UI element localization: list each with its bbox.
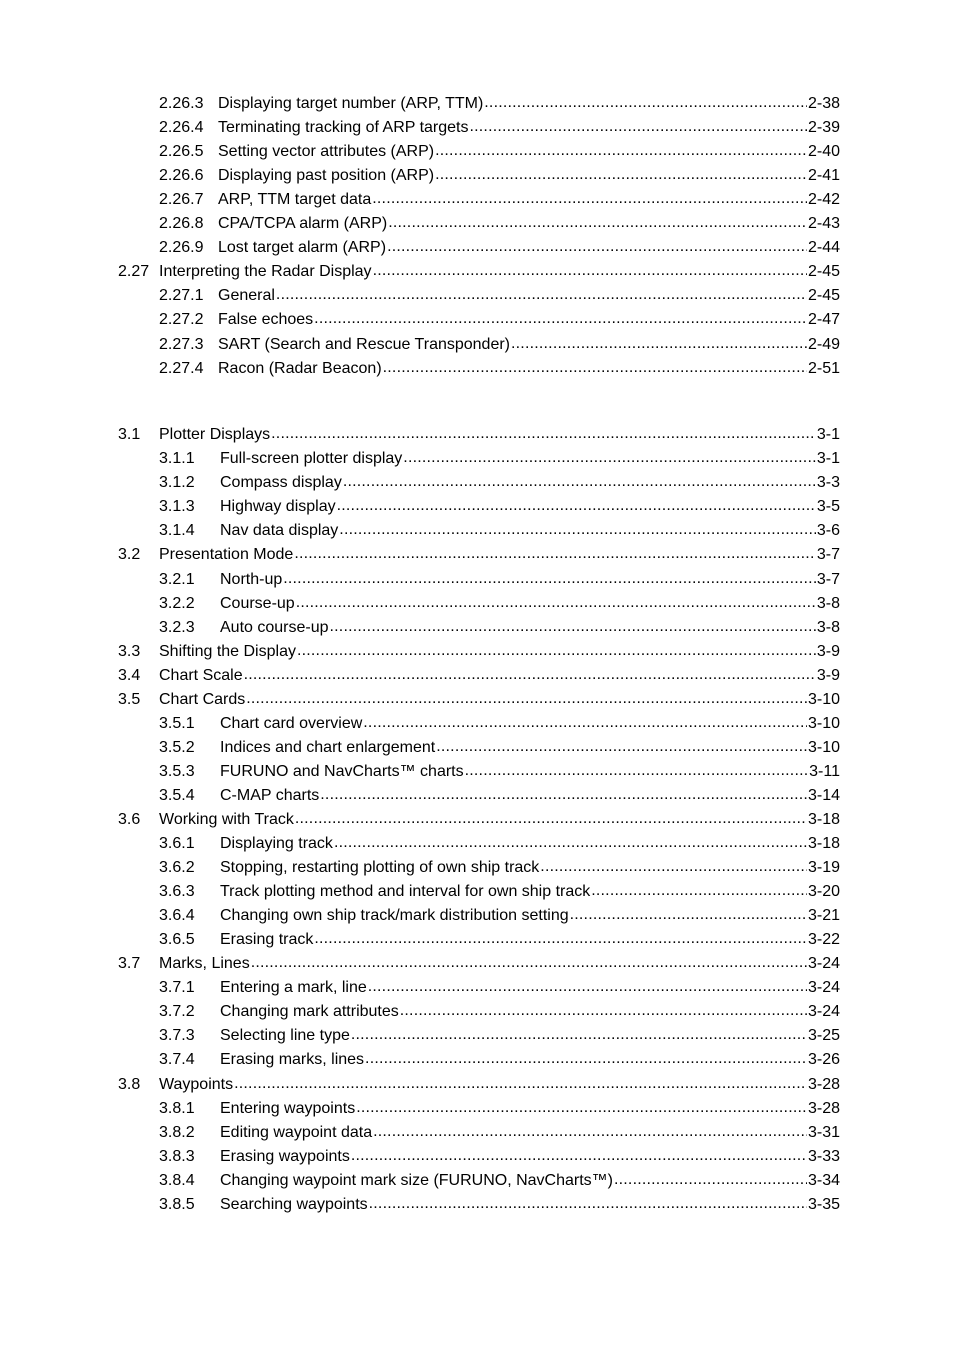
toc-entry[interactable]	[159, 165, 840, 187]
dot-leader	[570, 904, 807, 926]
section-title: Entering a mark, line	[220, 979, 367, 996]
page-number: 3-18	[807, 835, 840, 852]
toc-entry[interactable]	[159, 1146, 840, 1168]
page-number: 3-28	[807, 1076, 840, 1093]
toc-entry[interactable]	[159, 929, 840, 951]
section-number: 3.2.1	[159, 571, 195, 588]
section-number: 2.26.9	[159, 239, 204, 256]
toc-entry[interactable]	[159, 569, 840, 591]
section-title: Full-screen plotter display	[220, 450, 403, 467]
section-title: Erasing waypoints	[220, 1148, 350, 1165]
page-number: 3-3	[816, 474, 840, 491]
page-number: 2-44	[807, 239, 840, 256]
section-title: North-up	[220, 571, 283, 588]
toc-entry[interactable]	[159, 285, 840, 307]
section-number: 2.26.7	[159, 191, 204, 208]
dot-leader	[465, 760, 809, 782]
dot-leader	[339, 519, 816, 541]
section-title: Working with Track	[159, 811, 294, 828]
page-number: 3-19	[807, 859, 840, 876]
section-number: 3.8.3	[159, 1148, 195, 1165]
toc-entry[interactable]	[159, 520, 840, 542]
page-number: 3-24	[807, 955, 840, 972]
page-number: 3-9	[816, 667, 840, 684]
dot-leader	[295, 808, 807, 830]
section-title: Course-up	[220, 595, 295, 612]
section-number: 3.8.1	[159, 1100, 195, 1117]
section-number: 3.6.4	[159, 907, 195, 924]
page-number: 2-41	[807, 167, 840, 184]
toc-entry[interactable]	[159, 1194, 840, 1216]
page-number: 3-10	[807, 691, 840, 708]
toc-entry[interactable]	[159, 1001, 840, 1023]
dot-leader	[334, 832, 807, 854]
section-title: Indices and chart enlargement	[220, 739, 436, 756]
dot-leader	[383, 357, 807, 379]
section-title: Waypoints	[159, 1076, 234, 1093]
toc-entry[interactable]	[159, 833, 840, 855]
section-number: 3.1	[118, 426, 141, 443]
toc-entry[interactable]	[118, 544, 840, 566]
section-title: Chart Cards	[159, 691, 246, 708]
toc-entry[interactable]	[159, 1025, 840, 1047]
section-title: CPA/TCPA alarm (ARP)	[218, 215, 388, 232]
dot-leader	[436, 736, 807, 758]
dot-leader	[435, 140, 807, 162]
dot-leader	[387, 236, 807, 258]
section-title: Plotter Displays	[159, 426, 271, 443]
section-title: Highway display	[220, 498, 336, 515]
dot-leader	[484, 92, 807, 114]
section-number: 2.27	[118, 263, 150, 280]
toc-entry[interactable]	[159, 1049, 840, 1071]
section-number: 3.8.4	[159, 1172, 195, 1189]
section-number: 2.27.1	[159, 287, 204, 304]
section-title: Erasing track	[220, 931, 314, 948]
section-title: False echoes	[218, 311, 314, 328]
dot-leader	[369, 1193, 807, 1215]
toc-entry[interactable]	[159, 1098, 840, 1120]
section-number: 2.26.6	[159, 167, 204, 184]
section-number: 3.1.1	[159, 450, 195, 467]
section-number: 2.26.5	[159, 143, 204, 160]
section-title: FURUNO and NavCharts™ charts	[220, 763, 464, 780]
section-number: 3.2	[118, 546, 141, 563]
page-number: 2-42	[807, 191, 840, 208]
section-number: 2.27.4	[159, 360, 204, 377]
dot-leader	[365, 1048, 807, 1070]
page-number: 3-14	[807, 787, 840, 804]
page-number: 2-43	[807, 215, 840, 232]
section-number: 2.26.4	[159, 119, 204, 136]
section-title: Nav data display	[220, 522, 339, 539]
section-number: 3.7.2	[159, 1003, 195, 1020]
section-number: 3.5.3	[159, 763, 195, 780]
dot-leader	[435, 164, 807, 186]
dot-leader	[372, 188, 807, 210]
toc-entry[interactable]	[159, 977, 840, 999]
section-title: Shifting the Display	[159, 643, 296, 660]
page-number: 2-45	[807, 263, 840, 280]
toc-entry[interactable]	[159, 358, 840, 380]
toc-entry[interactable]	[159, 448, 840, 470]
dot-leader	[296, 592, 816, 614]
dot-leader	[403, 447, 816, 469]
section-number: 3.8.5	[159, 1196, 195, 1213]
section-title: Editing waypoint data	[220, 1124, 373, 1141]
section-number: 2.27.2	[159, 311, 204, 328]
section-number: 3.1.2	[159, 474, 195, 491]
dot-leader	[351, 1024, 807, 1046]
dot-leader	[330, 616, 816, 638]
page-number: 2-38	[807, 95, 840, 112]
toc-entry[interactable]	[159, 334, 840, 356]
section-number: 3.3	[118, 643, 141, 660]
section-number: 3.7.4	[159, 1051, 195, 1068]
page-number: 3-1	[816, 450, 840, 467]
page-number: 2-47	[807, 311, 840, 328]
toc-entry[interactable]	[159, 737, 840, 759]
toc-entry[interactable]	[159, 309, 840, 331]
toc-entry[interactable]	[159, 93, 840, 115]
page-number: 3-35	[807, 1196, 840, 1213]
dot-leader	[470, 116, 807, 138]
section-title: Interpreting the Radar Display	[159, 263, 372, 280]
page-number: 3-28	[807, 1100, 840, 1117]
section-number: 2.26.8	[159, 215, 204, 232]
toc-entry[interactable]	[159, 189, 840, 211]
section-title: Entering waypoints	[220, 1100, 356, 1117]
dot-leader	[294, 543, 816, 565]
dot-leader	[297, 640, 816, 662]
section-title: Displaying track	[220, 835, 333, 852]
page-number: 3-10	[807, 739, 840, 756]
section-title: Changing waypoint mark size (FURUNO, NavCharts™)	[220, 1172, 613, 1189]
section-title: General	[218, 287, 275, 304]
page-number: 3-25	[807, 1027, 840, 1044]
section-number: 3.7.3	[159, 1027, 195, 1044]
section-title: Changing own ship track/mark distribution setting	[220, 907, 569, 924]
section-title: ARP, TTM target data	[218, 191, 372, 208]
dot-leader	[337, 495, 816, 517]
page-number: 3-22	[807, 931, 840, 948]
dot-leader	[320, 784, 807, 806]
dot-leader	[388, 212, 807, 234]
page-number: 3-9	[816, 643, 840, 660]
section-title: Erasing marks, lines	[220, 1051, 365, 1068]
page-number: 3-7	[816, 546, 840, 563]
page-number: 3-1	[816, 426, 840, 443]
dot-leader	[368, 976, 807, 998]
dot-leader	[271, 423, 816, 445]
page-number: 3-34	[807, 1172, 840, 1189]
page-number: 3-20	[807, 883, 840, 900]
section-number: 3.6.3	[159, 883, 195, 900]
section-number: 3.5.2	[159, 739, 195, 756]
toc-entry[interactable]	[159, 593, 840, 615]
dot-leader	[343, 471, 816, 493]
dot-leader	[251, 952, 807, 974]
section-number: 3.2.2	[159, 595, 195, 612]
dot-leader	[351, 1145, 807, 1167]
toc-entry[interactable]	[159, 237, 840, 259]
section-number: 2.27.3	[159, 336, 204, 353]
section-number: 3.8.2	[159, 1124, 195, 1141]
toc-entry[interactable]	[159, 881, 840, 903]
toc-entry[interactable]	[118, 953, 840, 975]
section-title: SART (Search and Rescue Transponder)	[218, 336, 511, 353]
toc-entry[interactable]	[159, 472, 840, 494]
section-title: Chart card overview	[220, 715, 363, 732]
dot-leader	[244, 664, 816, 686]
dot-leader	[511, 333, 807, 355]
section-title: Searching waypoints	[220, 1196, 368, 1213]
section-title: Terminating tracking of ARP targets	[218, 119, 469, 136]
section-title: Chart Scale	[159, 667, 243, 684]
section-title: Changing mark attributes	[220, 1003, 399, 1020]
page-number: 3-24	[807, 1003, 840, 1020]
toc-entry[interactable]	[159, 117, 840, 139]
section-number: 3.5	[118, 691, 141, 708]
page-number: 2-51	[807, 360, 840, 377]
section-number: 3.4	[118, 667, 141, 684]
section-title: Presentation Mode	[159, 546, 294, 563]
page-number: 2-40	[807, 143, 840, 160]
section-number: 3.6.5	[159, 931, 195, 948]
page-number: 3-26	[807, 1051, 840, 1068]
section-title: Compass display	[220, 474, 342, 491]
toc-entry[interactable]	[118, 641, 840, 663]
section-title: Stopping, restarting plotting of own ship track	[220, 859, 540, 876]
page-number: 3-5	[816, 498, 840, 515]
page-number: 2-49	[807, 336, 840, 353]
page-number: 3-10	[807, 715, 840, 732]
page-number: 3-6	[816, 522, 840, 539]
section-number: 3.1.3	[159, 498, 195, 515]
page-number: 3-33	[807, 1148, 840, 1165]
page-number: 3-11	[809, 763, 840, 780]
toc-entry[interactable]	[159, 1170, 840, 1192]
toc-entry[interactable]	[159, 1122, 840, 1144]
section-number: 3.2.3	[159, 619, 195, 636]
dot-leader	[540, 856, 807, 878]
dot-leader	[276, 284, 807, 306]
section-title: Racon (Radar Beacon)	[218, 360, 382, 377]
toc-entry[interactable]	[118, 1074, 840, 1096]
dot-leader	[283, 568, 816, 590]
toc-entry[interactable]	[118, 809, 840, 831]
dot-leader	[234, 1073, 807, 1095]
toc-entry[interactable]	[159, 761, 840, 783]
toc-entry[interactable]	[118, 689, 840, 711]
section-title: Displaying past position (ARP)	[218, 167, 435, 184]
page-number: 3-31	[807, 1124, 840, 1141]
toc-entry[interactable]	[159, 141, 840, 163]
dot-leader	[591, 880, 807, 902]
section-number: 3.7	[118, 955, 141, 972]
section-number: 2.26.3	[159, 95, 204, 112]
toc-entry[interactable]	[118, 665, 840, 687]
section-number: 3.1.4	[159, 522, 195, 539]
section-title: Setting vector attributes (ARP)	[218, 143, 435, 160]
dot-leader	[373, 260, 807, 282]
section-number: 3.7.1	[159, 979, 195, 996]
page-number: 3-7	[816, 571, 840, 588]
dot-leader	[246, 688, 807, 710]
toc-entry[interactable]	[159, 713, 840, 735]
section-title: Displaying target number (ARP, TTM)	[218, 95, 484, 112]
dot-leader	[314, 308, 807, 330]
section-title: Selecting line type	[220, 1027, 350, 1044]
dot-leader	[400, 1000, 807, 1022]
page-number: 3-8	[816, 595, 840, 612]
page-number: 2-45	[807, 287, 840, 304]
page-number: 3-8	[816, 619, 840, 636]
toc-entry[interactable]	[118, 261, 840, 283]
page-number: 3-18	[807, 811, 840, 828]
section-number: 3.6	[118, 811, 141, 828]
section-number: 3.6.2	[159, 859, 195, 876]
section-number: 3.6.1	[159, 835, 195, 852]
dot-leader	[356, 1097, 807, 1119]
section-number: 3.8	[118, 1076, 141, 1093]
toc-entry[interactable]	[118, 424, 840, 446]
dot-leader	[363, 712, 807, 734]
section-title: Marks, Lines	[159, 955, 250, 972]
page-number: 3-21	[807, 907, 840, 924]
toc-entry[interactable]	[159, 617, 840, 639]
page-number: 2-39	[807, 119, 840, 136]
section-title: Auto course-up	[220, 619, 329, 636]
dot-leader	[373, 1121, 807, 1143]
dot-leader	[314, 928, 807, 950]
toc-entry[interactable]	[159, 857, 840, 879]
toc-entry[interactable]	[159, 905, 840, 927]
toc-entry[interactable]	[159, 213, 840, 235]
section-title: Lost target alarm (ARP)	[218, 239, 387, 256]
section-title: Track plotting method and interval for own ship track	[220, 883, 591, 900]
dot-leader	[614, 1169, 807, 1191]
page-number: 3-24	[807, 979, 840, 996]
section-number: 3.5.1	[159, 715, 195, 732]
section-title: C-MAP charts	[220, 787, 320, 804]
section-number: 3.5.4	[159, 787, 195, 804]
toc-entry[interactable]	[159, 785, 840, 807]
toc-entry[interactable]	[159, 496, 840, 518]
